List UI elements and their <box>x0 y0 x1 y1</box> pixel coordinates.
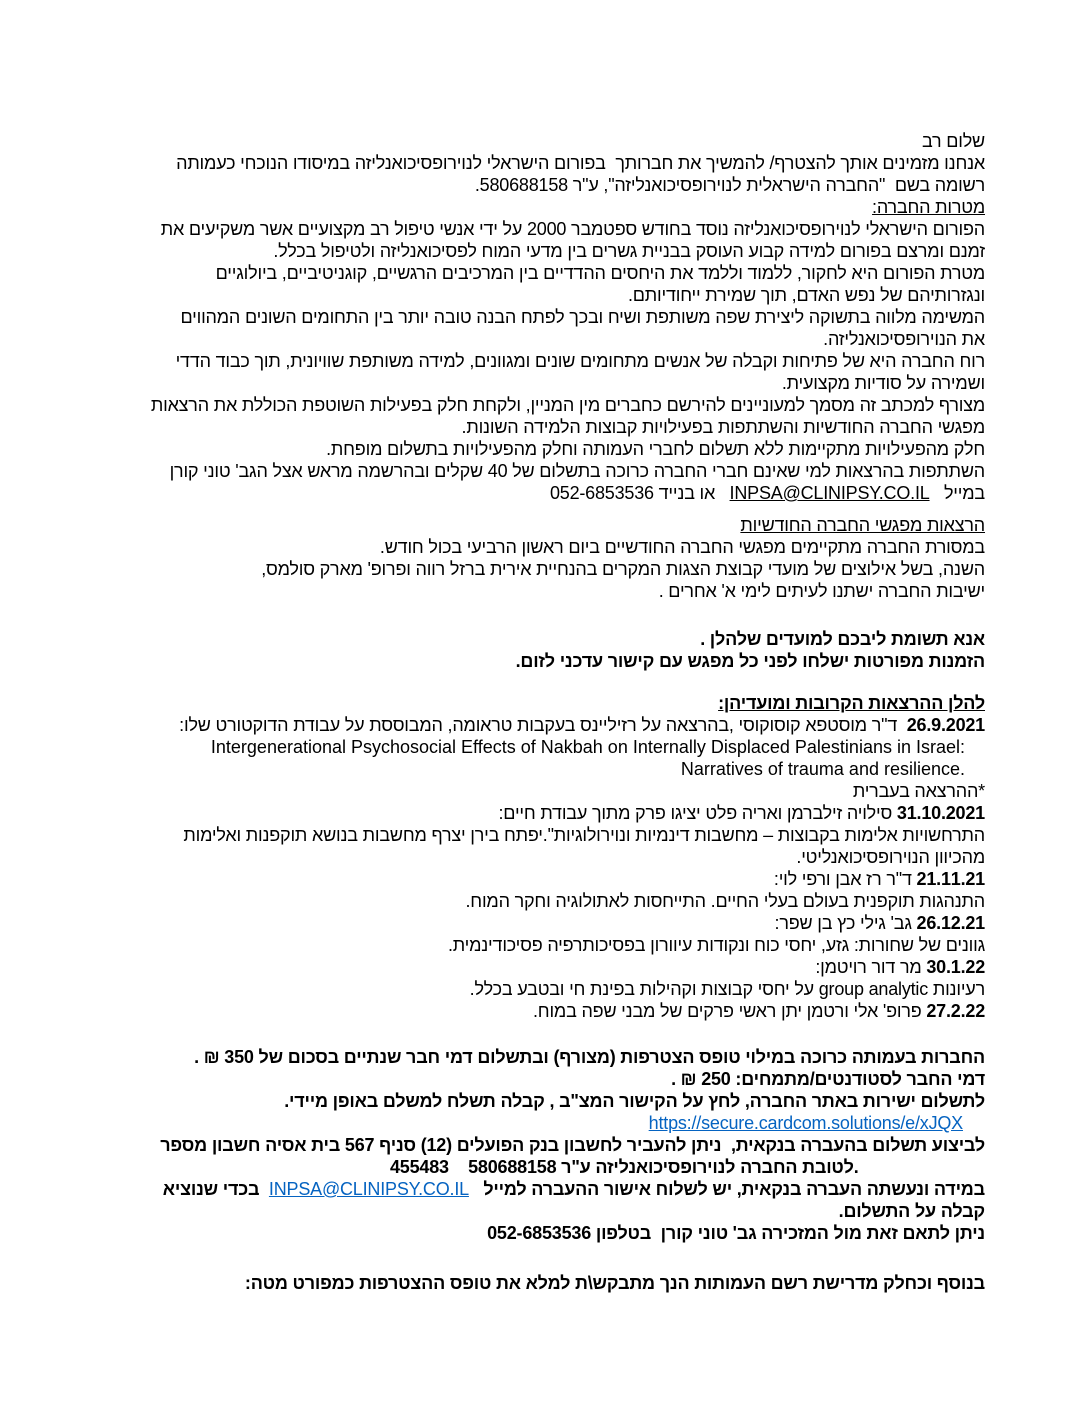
upcoming-lectures-heading <box>103 692 985 714</box>
spacer <box>103 602 985 628</box>
text-run: חלק מהפעילויות מתקיימות ללא תשלום לחברי העמותה וחלק מהפעילויות בתשלום מופחת. <box>326 439 985 459</box>
lecture-30-1-22-line <box>103 956 985 978</box>
text-run: דמי החבר לסטודנטים/מתמחים: 250 ₪ . <box>671 1069 985 1089</box>
text-run: לביצוע תשלום בהעברה בנקאית, ניתן להעביר לחשבון בנק הפועלים (12) סניף 567 בית אסיה חשבון מספר <box>160 1135 985 1155</box>
payment-link-line <box>103 1112 985 1134</box>
text-run: פרופ' אלי ורטמן יתן ראשי פרקים של מבני שפה במוח. <box>533 1001 927 1021</box>
text-run: סילויה זילברמן ואריה פלט יציגו פרק מתוך עבודת חיים: <box>498 803 897 823</box>
text-run: אנחנו מזמינים אותך להצטרף/ להמשיך את חברותך בפורום הישראלי לנוירופסיכואנליזה במיסודו הנוכחי כעמותה <box>176 153 985 173</box>
bank-transfer-paragraph-line <box>103 1134 985 1156</box>
text-run: מפגשי החברה החודשיות והשתתפות בפעילויות קבוצות הלמידה השונות. <box>461 417 985 437</box>
lecture-26-12-21-line <box>103 912 985 934</box>
text-run: 21.11.21 <box>916 869 985 889</box>
text-run: זמנם ומרצם בפורום למידה קבוע העוסק בבניית גשרים בין מדעי המוח לפסיכואנליזה ולטיפול בכלל. <box>273 241 985 261</box>
text-run: גוונים של שחורות: גזע, יחסי כוח ונקודות עיוורון בפסיכותרפיה פסיכודינמית. <box>447 935 985 955</box>
lecture-27-2-22-line <box>103 1000 985 1022</box>
attention-note <box>103 628 985 672</box>
goals-paragraph-line <box>103 350 985 372</box>
text-run: במייל <box>929 483 985 503</box>
payment-link-line-line <box>103 1112 963 1134</box>
lecture-26-12-21-line <box>103 934 985 956</box>
intro-paragraph <box>103 152 985 196</box>
hebrew-lecture-note <box>103 780 985 802</box>
text-run: אנא תשומת ליבכם למועדים שלהלן . <box>700 629 985 649</box>
goals-paragraph-line <box>103 328 985 350</box>
text-run: את הנוירופסיכואנליזה. <box>823 329 985 349</box>
text-run: השנה, בשל אילוצים של מועדי קבוצת הצגות המקרים בהנחיית אירית ברזל רווה ופרופ' מארק סולמס, <box>261 559 985 579</box>
spacer <box>103 504 985 514</box>
greeting-line <box>103 130 985 152</box>
text-run: הזמנות מפורטות ישלחו לפני כל מפגש עם קישור עדכני לזום. <box>515 651 985 671</box>
lecture-21-11-21 <box>103 868 985 912</box>
text-run: 30.1.22 <box>926 957 985 977</box>
membership-info-paragraph-line <box>103 438 985 460</box>
text-run: התרחשויות אלימות בקבוצות – מחשבות דינמיות ונוירולוגיות".יפתח בירן יצרף מחשבות בנושא תוקפנות ואלימות <box>183 825 985 845</box>
text-run: רעיונות group analytic על יחסי קבוצות וקהילות בפינת חי ובטבע בכלל. <box>469 979 985 999</box>
attention-note-line <box>103 628 985 650</box>
hebrew-lecture-note-line <box>103 780 985 802</box>
goals-paragraph <box>103 218 985 394</box>
transfer-confirmation-paragraph-line <box>103 1200 985 1222</box>
bank-account-line-line <box>390 1156 985 1178</box>
text-run: המשימה מלווה בתשוקה ליצירת שפה משותפת ושיח ובכך לפתח הבנה טובה יותר בין התחומים השונים המהווים <box>180 307 985 327</box>
membership-info-paragraph <box>103 394 985 504</box>
lecture-30-1-22 <box>103 956 985 1000</box>
bank-account-line <box>103 1156 985 1178</box>
lecture-26-9-2021 <box>103 714 985 736</box>
text-run: לתשלום ישירות באתר החברה, לחץ על הקישור המצ"ב , קבלה תשלח למשלם באופן מיידי. <box>284 1091 985 1111</box>
text-run: Narratives of trauma and resilience. <box>680 759 965 779</box>
lecture-26-9-2021-line <box>103 714 985 736</box>
text-run: במסורת החברה מתקיימים מפגשי החברה החודשיים ביום ראשון הרביעי בכול חודש. <box>379 537 985 557</box>
text-run: בנוסף וכחלק מדרישת רשם העמותות הנך מתבקש\ת למלא את טופס ההצטרפות כמפורט מטה: <box>244 1273 985 1293</box>
text-run: השתתפות בהרצאות למי שאינם חברי החברה כרוכה בתשלום של 40 שקלים ובהרשמה מראש אצל הגב' טוני קורן <box>169 461 985 481</box>
text-run: קבלה על התשלום. <box>838 1201 985 1221</box>
lecture-21-11-21-line <box>103 890 985 912</box>
lecture-title-english-line <box>103 758 965 780</box>
text-run: החברות בעמותה כרוכה במילוי טופס הצטרפות (מצורף) ובתשלום דמי חבר שנתיים בסכום של 350 ₪ . <box>194 1047 985 1067</box>
lecture-31-10-2021-line <box>103 846 985 868</box>
text-run: במידה ונעשתה העברה בנקאית, יש לשלוח אישור ההעברה למייל <box>468 1179 985 1199</box>
transfer-confirmation-paragraph-line <box>103 1178 985 1200</box>
spacer <box>103 672 985 692</box>
upcoming-lectures-heading-line <box>103 692 985 714</box>
text-run: ד"ר מוסטפא קוסוקוסי ,בהרצאה על רזיליינס בעקבות טראומה, המבוססת על עבודת הדוקטורט שלו: <box>179 715 907 735</box>
text-run: מהכיוון הנוירופסיכואנליטי. <box>796 847 985 867</box>
bank-transfer-paragraph <box>103 1134 985 1156</box>
lecture-title-english-line <box>103 736 965 758</box>
membership-info-paragraph-line <box>103 394 985 416</box>
goals-paragraph-line <box>103 372 985 394</box>
monthly-meetings-paragraph-line <box>103 580 985 602</box>
text-run: הרצאות מפגשי החברה החודשיות <box>740 515 985 535</box>
text-run: ישיבות החברה ישתנו לעיתים לימי א' אחרים . <box>658 581 985 601</box>
goals-paragraph-line <box>103 218 985 240</box>
payment-link[interactable]: https://secure.cardcom.solutions/e/xJQX <box>648 1113 963 1133</box>
transfer-confirmation-paragraph-line <box>103 1222 985 1244</box>
text-run: בכדי שנוציא <box>162 1179 269 1199</box>
text-run: הפורום הישראלי לנוירופסיכואנליזה נוסד בחודש ספטמבר 2000 על ידי אנשי טיפול רב מקצועיים אשר משקיעים את <box>160 219 985 239</box>
membership-info-paragraph-line <box>103 416 985 438</box>
lecture-27-2-22 <box>103 1000 985 1022</box>
text-run: 31.10.2021 <box>896 803 985 823</box>
text-run: רוח החברה היא של פתיחות וקבלה של אנשים מתחומים שונים ומגוונים, למידה משותפת שוויונית, תוך כבוד הדדי <box>175 351 985 371</box>
email-link[interactable]: INPSA@CLINIPSY.CO.IL <box>729 483 930 503</box>
text-run: רשומה בשם "החברה הישראלית לנוירופסיכואנליזה", ע"ר 580688158. <box>474 175 985 195</box>
lecture-title-english <box>103 736 985 780</box>
goals-paragraph-line <box>103 240 985 262</box>
lecture-31-10-2021-line <box>103 802 985 824</box>
text-run: מטרות החברה: <box>872 197 985 217</box>
text-run: 26.9.2021 <box>906 715 985 735</box>
text-run: להלן ההרצאות הקרובות ומועדיהן: <box>718 693 985 713</box>
goals-paragraph-line <box>103 284 985 306</box>
membership-fees-line <box>103 1046 985 1068</box>
text-run: או בנייד 052-6853536 <box>549 483 730 503</box>
membership-fees-line <box>103 1090 985 1112</box>
membership-fees-line <box>103 1068 985 1090</box>
spacer <box>103 1244 985 1272</box>
text-run: מטרת הפורום היא לחקור, ללמוד וללמד את היחסים ההדדיים בין המרכיבים הרגשיים, קוגניטיביים, ביולוגיים <box>215 263 985 283</box>
lecture-30-1-22-line <box>103 978 985 1000</box>
text-run: מר דור רויטמן: <box>815 957 927 977</box>
goals-paragraph-line <box>103 262 985 284</box>
text-run: Intergenerational Psychosocial Effects of Nakbah on Internally Displaced Palestinians in Israel: <box>210 737 965 757</box>
membership-info-paragraph-line <box>103 482 985 504</box>
goals-paragraph-line <box>103 306 985 328</box>
text-run: ושמירה על סודיות מקצועית. <box>781 373 985 393</box>
text-run: גב' גילי כץ בן שפר: <box>774 913 917 933</box>
intro-paragraph-line <box>103 174 985 196</box>
text-run: 26.12.21 <box>916 913 985 933</box>
membership-fees <box>103 1046 985 1112</box>
lecture-21-11-21-line <box>103 868 985 890</box>
monthly-meetings-paragraph-line <box>103 536 985 558</box>
registration-form-note <box>103 1272 985 1294</box>
goals-heading <box>103 196 985 218</box>
email-link-2[interactable]: INPSA@CLINIPSY.CO.IL <box>268 1179 469 1199</box>
lecture-31-10-2021-line <box>103 824 985 846</box>
spacer <box>103 1022 985 1046</box>
lecture-31-10-2021 <box>103 802 985 868</box>
greeting <box>103 130 985 152</box>
text-run: מצורף למכתב זה מסמך למעוניינים להירשם כחברים מין המניין, ולקחת חלק בפעילות השוטפת הכוללת את הרצאות <box>150 395 985 415</box>
monthly-meetings-heading-line <box>103 514 985 536</box>
attention-note-line <box>103 650 985 672</box>
text-run: *ההרצאה בעברית <box>852 781 985 801</box>
text-run: 455483 לטובת החברה לנוירופסיכואנליזה ע"ר 580688158. <box>390 1157 859 1177</box>
intro-paragraph-line <box>103 152 985 174</box>
monthly-meetings-paragraph-line <box>103 558 985 580</box>
text-run: התנהגות תוקפנית בעולם בעלי החיים. התייחסות לאתולוגיה וחקר המוח. <box>465 891 985 911</box>
text-run: 27.2.22 <box>926 1001 985 1021</box>
lecture-26-12-21 <box>103 912 985 956</box>
text-run: ניתן לתאם זאת מול המזכירה גב' טוני קורן בטלפון 052-6853536 <box>487 1223 985 1243</box>
text-run: ונגזרותיהם של נפש האדם, תוך שמירת ייחודיותם. <box>627 285 985 305</box>
registration-form-note-line <box>103 1272 985 1294</box>
monthly-meetings-heading <box>103 514 985 536</box>
goals-heading-line <box>103 196 985 218</box>
text-run: ד"ר רז אבן ורפי לוי: <box>773 869 917 889</box>
monthly-meetings-paragraph <box>103 536 985 602</box>
text-run: שלום רב <box>921 131 985 151</box>
transfer-confirmation-paragraph <box>103 1178 985 1244</box>
membership-info-paragraph-line <box>103 460 985 482</box>
